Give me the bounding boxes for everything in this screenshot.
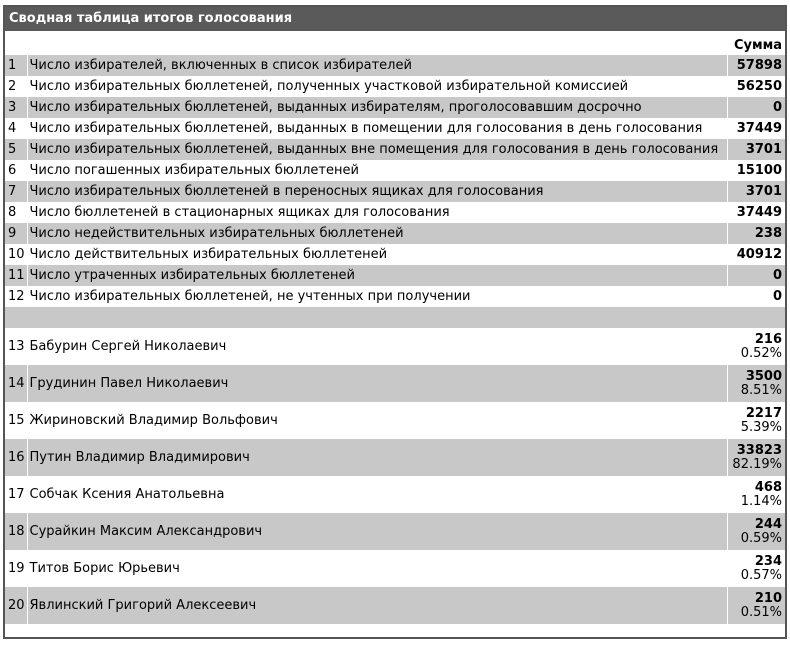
results-table <box>5 35 785 624</box>
candidate-row <box>5 476 785 513</box>
table-row <box>5 55 785 76</box>
candidate-percent: 0.57% <box>740 568 782 583</box>
candidate-votes: 210 <box>754 591 782 606</box>
candidate-percent: 0.52% <box>740 346 782 361</box>
candidate-percent: 5.39% <box>740 420 782 435</box>
candidate-percent: 82.19% <box>732 457 782 472</box>
row-value: 15100 <box>727 160 785 181</box>
row-number: 4 <box>5 118 27 139</box>
panel-title: Сводная таблица итогов голосования <box>5 7 785 31</box>
table-row <box>5 265 785 286</box>
candidate-votes: 234 <box>754 554 782 569</box>
row-number: 1 <box>5 55 27 76</box>
row-label: Число действительных избирательных бюллетеней <box>29 247 388 262</box>
row-label: Число недействительных избирательных бюллетеней <box>27 223 727 244</box>
row-number: 6 <box>5 160 27 181</box>
row-label: Число избирательных бюллетеней, выданных вне помещения для голосования в день голосования <box>27 139 727 160</box>
row-number: 7 <box>5 181 27 202</box>
row-value: 37449 <box>727 118 785 139</box>
candidate-result <box>727 476 785 513</box>
candidate-result <box>727 513 785 550</box>
row-value: 0 <box>727 97 785 118</box>
table-row <box>5 160 785 181</box>
candidate-name: Собчак Ксения Анатольевна <box>29 487 225 502</box>
candidate-result <box>727 439 785 476</box>
candidate-row <box>5 365 785 402</box>
row-number: 16 <box>5 439 27 476</box>
candidate-row <box>5 328 785 365</box>
table-header-row <box>5 35 785 55</box>
row-label: Число избирателей, включенных в список избирателей <box>27 55 727 76</box>
candidate-row <box>5 587 785 624</box>
candidate-result <box>727 365 785 402</box>
candidate-row <box>5 513 785 550</box>
table-row <box>5 244 785 265</box>
candidate-name: Жириновский Владимир Вольфович <box>29 413 278 428</box>
row-value: 37449 <box>727 202 785 223</box>
row-label: Число избирательных бюллетеней, выданных избирателям, проголосовавшим досрочно <box>27 97 727 118</box>
candidate-percent: 0.51% <box>740 605 782 620</box>
row-number: 5 <box>5 139 27 160</box>
table-row <box>5 202 785 223</box>
row-label: Число избирательных бюллетеней, полученных участковой избирательной комиссией <box>29 79 629 94</box>
row-number: 19 <box>5 550 27 587</box>
row-value: 0 <box>727 286 785 307</box>
candidate-percent: 8.51% <box>740 383 782 398</box>
candidate-result <box>727 550 785 587</box>
candidate-row <box>5 439 785 476</box>
row-label: Число избирательных бюллетеней, не учтенных при получении <box>29 289 471 304</box>
row-value: 3701 <box>727 181 785 202</box>
row-number: 11 <box>5 265 27 286</box>
table-row <box>5 139 785 160</box>
candidate-name: Титов Борис Юрьевич <box>29 561 180 576</box>
row-value: 56250 <box>727 76 785 97</box>
candidate-result <box>727 587 785 624</box>
candidate-name: Путин Владимир Владимирович <box>27 439 727 476</box>
row-number: 17 <box>5 476 27 513</box>
row-label: Число избирательных бюллетеней, выданных в помещении для голосования в день голосования <box>29 121 703 136</box>
candidate-votes: 33823 <box>736 443 782 458</box>
row-number: 20 <box>5 587 27 624</box>
row-number: 15 <box>5 402 27 439</box>
table-row <box>5 97 785 118</box>
row-number: 2 <box>5 76 27 97</box>
row-label: Число погашенных избирательных бюллетеней <box>29 163 359 178</box>
row-number: 13 <box>5 328 27 365</box>
row-number: 18 <box>5 513 27 550</box>
row-value: 0 <box>727 265 785 286</box>
table-row <box>5 76 785 97</box>
row-value: 57898 <box>727 55 785 76</box>
row-value: 3701 <box>727 139 785 160</box>
results-panel <box>3 5 787 639</box>
table-row <box>5 223 785 244</box>
row-number: 14 <box>5 365 27 402</box>
candidate-row <box>5 550 785 587</box>
column-header-sum: Сумма <box>727 35 785 55</box>
row-number: 8 <box>5 202 27 223</box>
row-number: 9 <box>5 223 27 244</box>
candidate-votes: 3500 <box>745 369 782 384</box>
row-label: Число избирательных бюллетеней в переносных ящиках для голосования <box>27 181 727 202</box>
candidate-percent: 0.59% <box>740 531 782 546</box>
candidate-votes: 2217 <box>745 406 782 421</box>
candidate-votes: 468 <box>754 480 782 495</box>
row-value: 238 <box>727 223 785 244</box>
row-label: Число бюллетеней в стационарных ящиках для голосования <box>29 205 450 220</box>
row-label: Число утраченных избирательных бюллетеней <box>27 265 727 286</box>
separator-row <box>5 307 785 328</box>
row-number: 10 <box>5 244 27 265</box>
candidate-result <box>727 402 785 439</box>
row-number: 12 <box>5 286 27 307</box>
candidate-row <box>5 402 785 439</box>
row-number: 3 <box>5 97 27 118</box>
candidate-votes: 244 <box>754 517 782 532</box>
table-row <box>5 118 785 139</box>
candidate-votes: 216 <box>754 332 782 347</box>
candidate-name: Сурайкин Максим Александрович <box>27 513 727 550</box>
row-value: 40912 <box>727 244 785 265</box>
candidate-name: Явлинский Григорий Алексеевич <box>27 587 727 624</box>
table-row <box>5 286 785 307</box>
candidate-name: Бабурин Сергей Николаевич <box>29 339 227 354</box>
table-row <box>5 181 785 202</box>
candidate-name: Грудинин Павел Николаевич <box>27 365 727 402</box>
candidate-percent: 1.14% <box>740 494 782 509</box>
candidate-result <box>727 328 785 365</box>
